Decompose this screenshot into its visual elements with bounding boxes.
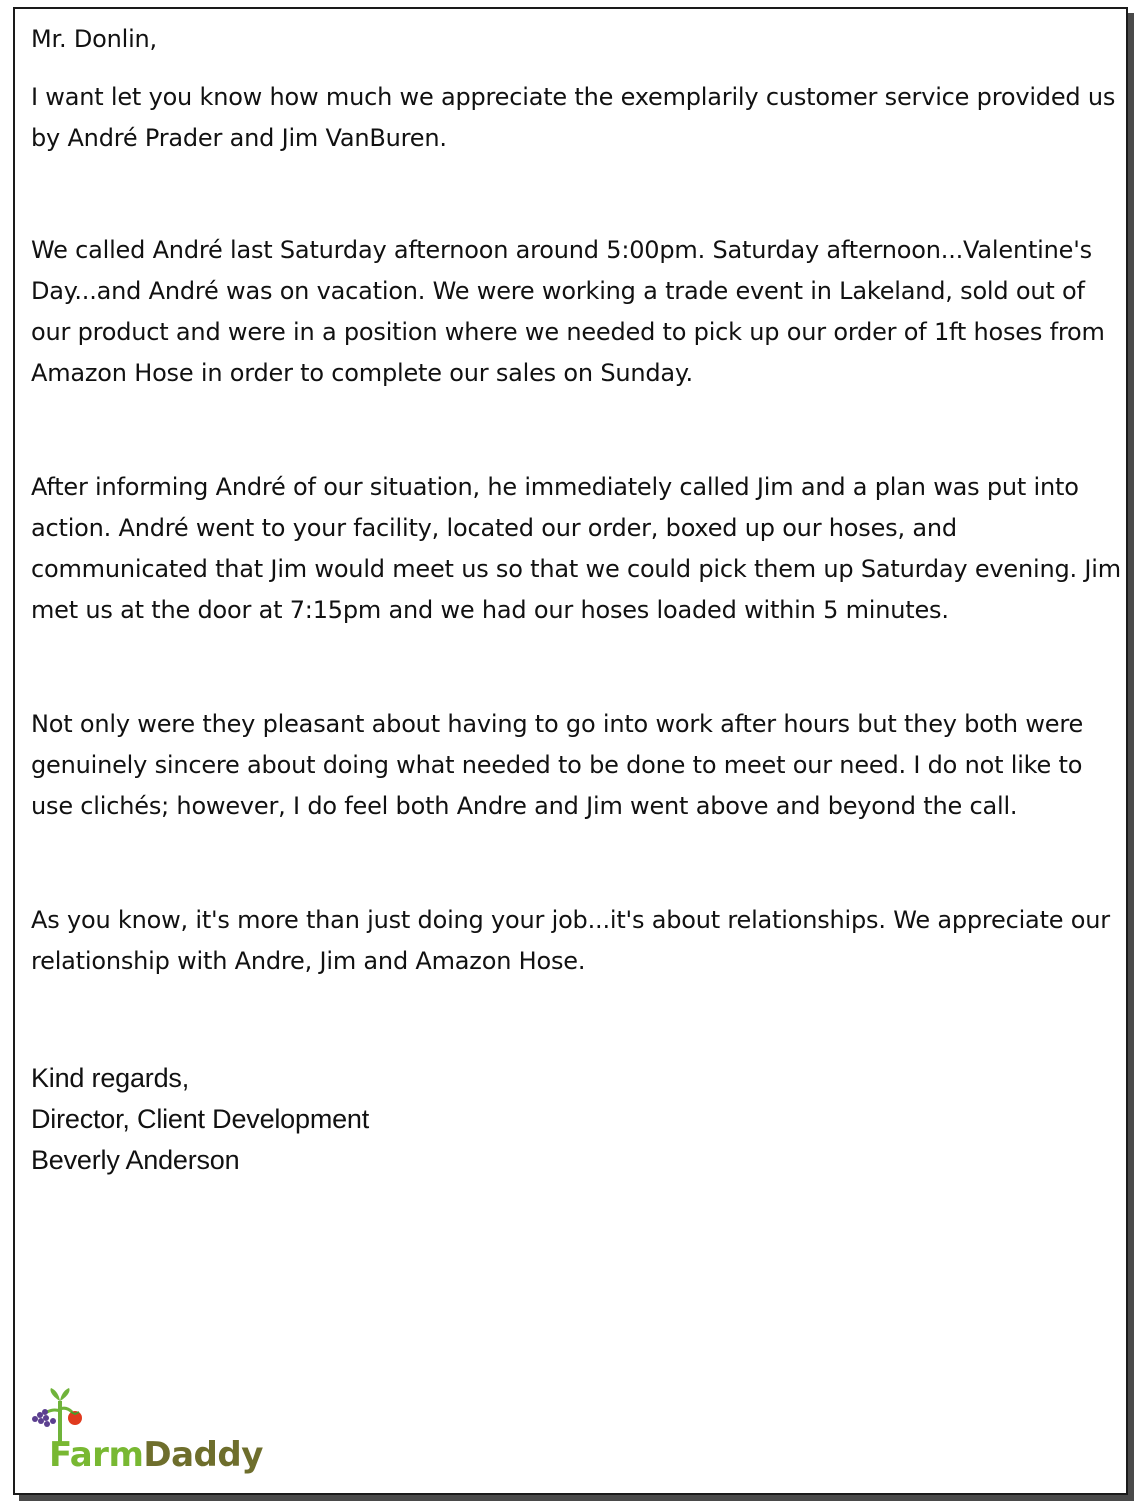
letter-paragraph: I want let you know how much we appreciate the exemplarily customer service provided us by André Prader and Jim VanBuren. <box>31 83 1116 152</box>
letter-page <box>13 7 1128 1495</box>
letter-paragraph: Not only were they pleasant about having to go into work after hours but they both were genuinely sincere about doing what needed to be done to meet our need. I do not like to use clichés; however, I do feel both Andre and Jim went above and beyond the call. <box>31 710 1084 820</box>
letter-salutation: Mr. Donlin, <box>31 25 157 53</box>
letter-body <box>31 19 1123 1181</box>
signer-name: Beverly Anderson <box>31 1145 240 1175</box>
farmdaddy-logo <box>29 1387 279 1487</box>
letter-paragraph: We called André last Saturday afternoon around 5:00pm. Saturday afternoon...Valentine's Day...and André was on vacation. We were working a trade event in Lakeland, sold out of our product and were in a position where we needed to pick up our order of 1ft hoses from Amazon Hose in order to complete our sales on Sunday. <box>31 236 1105 387</box>
logo-word-farm: Farm <box>49 1435 144 1475</box>
signer-title: Director, Client Development <box>31 1104 370 1134</box>
logo-wordmark <box>49 1435 263 1475</box>
letter-closing: Kind regards, <box>31 1063 189 1093</box>
letter-paragraph: As you know, it's more than just doing your job...it's about relationships. We appreciate our relationship with Andre, Jim and Amazon Hose. <box>31 906 1110 975</box>
logo-word-daddy: Daddy <box>143 1435 263 1475</box>
letter-paragraph: After informing André of our situation, he immediately called Jim and a plan was put into action. André went to your facility, located our order, boxed up our hoses, and communicated that Jim would meet us so that we could pick them up Saturday evening. Jim met us at the door at 7:15pm and we had our hoses loaded within 5 minutes. <box>31 473 1121 624</box>
